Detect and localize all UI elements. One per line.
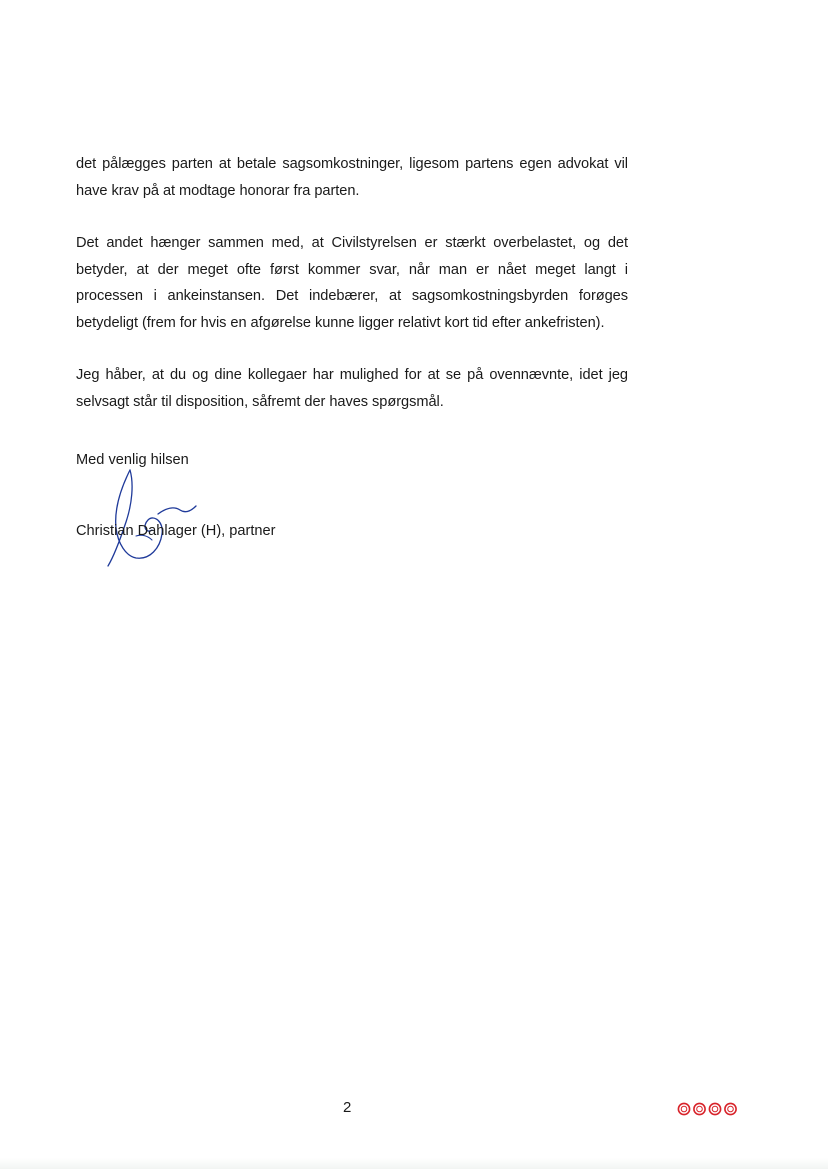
paragraph-3: Jeg håber, at du og dine kollegaer har mulighed for at se på ovennævnte, idet jeg selvsagt står til disposition, såfremt der haves spørgsmål. [76, 367, 628, 410]
scan-bottom-edge [0, 1158, 828, 1169]
paragraph-1: det pålægges parten at betale sagsomkostninger, ligesom partens egen advokat vil have krav på at modtage honorar fra parten. [76, 156, 628, 199]
letter-body [76, 151, 628, 441]
paragraph-2: Det andet hænger sammen med, at Civilstyrelsen er stærkt overbelastet, og det betyder, at der meget ofte først kommer svar, når man er nået meget langt i processen i ankeinstansen. Det indebærer, at sagsomkostningsbyrden forøges betydeligt (frem for hvis en afgørelse kunne ligger relativt kort tid efter ankefristen). [76, 235, 628, 331]
closing-salutation: Med venlig hilsen [76, 452, 189, 468]
page-number: 2 [343, 1099, 352, 1116]
signatory-name: Christian Dahlager (H), partner [76, 523, 276, 539]
signature-icon [96, 464, 206, 572]
four-rings-logo-icon [676, 1101, 740, 1117]
